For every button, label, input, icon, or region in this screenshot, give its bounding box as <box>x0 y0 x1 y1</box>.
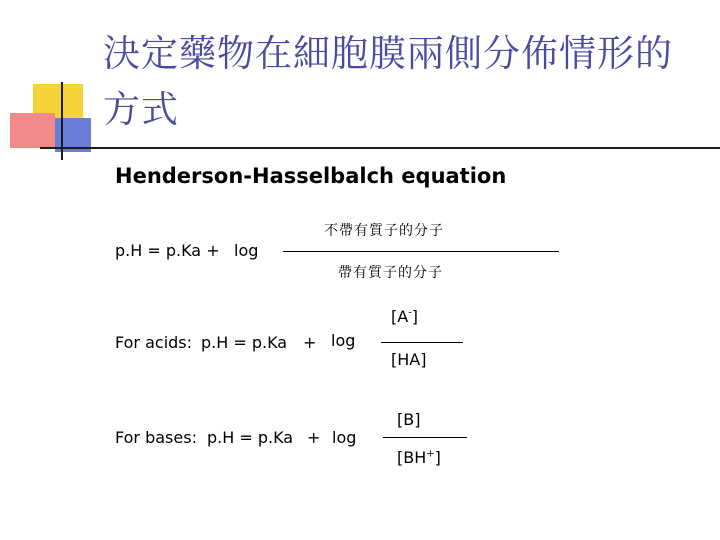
bases-fraction-line <box>383 437 467 438</box>
slide-title: 決定藥物在細胞膜兩側分佈情形的方式 <box>103 32 673 131</box>
general-lhs: p.H = p.Ka + <box>115 241 220 260</box>
general-log: log <box>234 241 259 260</box>
general-fraction-line <box>283 251 559 252</box>
acids-plus: + <box>303 333 317 352</box>
acids-log: log <box>331 331 356 350</box>
bases-plus: + <box>307 428 321 447</box>
acids-fraction-line <box>381 342 463 343</box>
general-denominator: 帶有質子的分子 <box>338 265 443 281</box>
bases-denominator: [BH+] <box>397 448 441 467</box>
bases-label: For bases: <box>115 428 197 447</box>
decor-red-square <box>10 113 55 148</box>
equation-name: Henderson-Hasselbalch equation <box>115 164 507 188</box>
bases-log: log <box>332 428 357 447</box>
bases-numerator: [B] <box>397 410 421 429</box>
bases-lhs: p.H = p.Ka <box>207 428 294 447</box>
acids-label: For acids: <box>115 333 193 352</box>
acids-lhs: p.H = p.Ka <box>201 333 288 352</box>
general-numerator: 不帶有質子的分子 <box>324 223 444 239</box>
acids-numerator: [A-] <box>391 307 419 326</box>
title-divider <box>40 147 720 149</box>
acids-denominator: [HA] <box>391 350 427 369</box>
